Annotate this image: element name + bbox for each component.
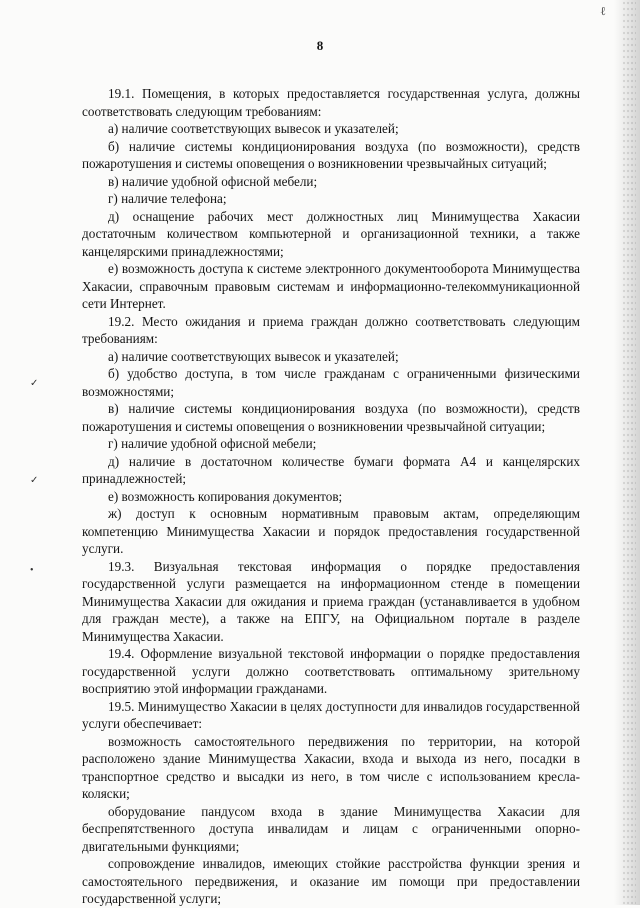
list-item: б) наличие системы кондиционирования воздуха (по возможности), средств пожаротушения и системы оповещения о возникновении чрезвычайных ситуаций; (82, 138, 580, 171)
paragraph-19-1: 19.1. Помещения, в которых предоставляется государственная услуга, должны соответствовать следующим требованиям: (82, 86, 580, 119)
list-item: е) возможность доступа к системе электронного документооборота Минимущества Хакасии, справочным правовым системам и информационно-телекоммуникационной сети Интернет. (82, 261, 580, 311)
page-number: 8 (316, 38, 324, 53)
list-item: д) наличие в достаточном количестве бумаги формата А4 и канцелярских принадлежностей; (82, 453, 580, 486)
list-item: г) наличие телефона; (108, 191, 227, 206)
margin-mark: ✓ (30, 378, 39, 389)
document-body (82, 85, 580, 908)
list-item: ж) доступ к основным нормативным правовым актам, определяющим компетенцию Минимущества Хакасии и порядок предоставления государственной услуги. (82, 506, 580, 556)
paragraph-19-2: 19.2. Место ожидания и приема граждан должно соответствовать следующим требованиям: (82, 313, 580, 346)
list-item: д) оснащение рабочих мест должностных лиц Минимущества Хакасии достаточным количеством компьютерной и организационной техники, а также канцелярскими принадлежностями; (82, 208, 580, 259)
list-item: е) возможность копирования документов; (108, 488, 343, 504)
list-item: сопровождение инвалидов, имеющих стойкие расстройства функции зрения и самостоятельного передвижения, и оказание им помощи при предоставлении государственной услуги; (82, 856, 580, 906)
list-item: а) наличие соответствующих вывесок и указателей; (108, 121, 399, 136)
list-item: возможность самостоятельного передвижения по территории, на которой расположено здание Минимущества Хакасии, входа и выхода из него, посадки в транспортное средство и высадки из него, в том числе с использованием кресла-коляски; (82, 733, 580, 801)
margin-mark: • (30, 565, 34, 576)
margin-mark: ✓ (30, 475, 39, 486)
paragraph-19-4: 19.4. Оформление визуальной текстовой информации о порядке предоставления государственной услуги должно соответствовать оптимальному зрительному восприятию этой информации гражданами. (82, 646, 580, 696)
list-item: в) наличие удобной офисной мебели; (108, 173, 318, 189)
corner-pen-mark: ℓ (600, 4, 606, 18)
list-item: оборудование пандусом входа в здание Минимущества Хакасии для беспрепятственного доступа инвалидам и лицам с ограниченными опорно-двигательными функциями; (82, 803, 580, 854)
paragraph-19-5: 19.5. Минимущество Хакасии в целях доступности для инвалидов государственной услуги обеспечивает: (82, 698, 580, 731)
list-item: а) наличие соответствующих вывесок и указателей; (108, 348, 399, 364)
scan-edge-noise (622, 0, 636, 905)
list-item: б) удобство доступа, в том числе гражданам с ограниченными физическими возможностями; (82, 366, 580, 399)
paragraph-19-3: 19.3. Визуальная текстовая информация о порядке предоставления государственной услуги размещается на информационном стенде в помещении Минимущества Хакасии для ожидания и приема граждан (устанавливается в удобном для граждан месте), а также на ЕПГУ, на Официальном портале в разделе Минимущества Хакасии. (82, 558, 580, 644)
list-item: г) наличие удобной офисной мебели; (108, 436, 317, 451)
list-item: в) наличие системы кондиционирования воздуха (по возможности), средств пожаротушения и системы оповещения о возникновении чрезвычайной ситуации; (82, 401, 580, 434)
